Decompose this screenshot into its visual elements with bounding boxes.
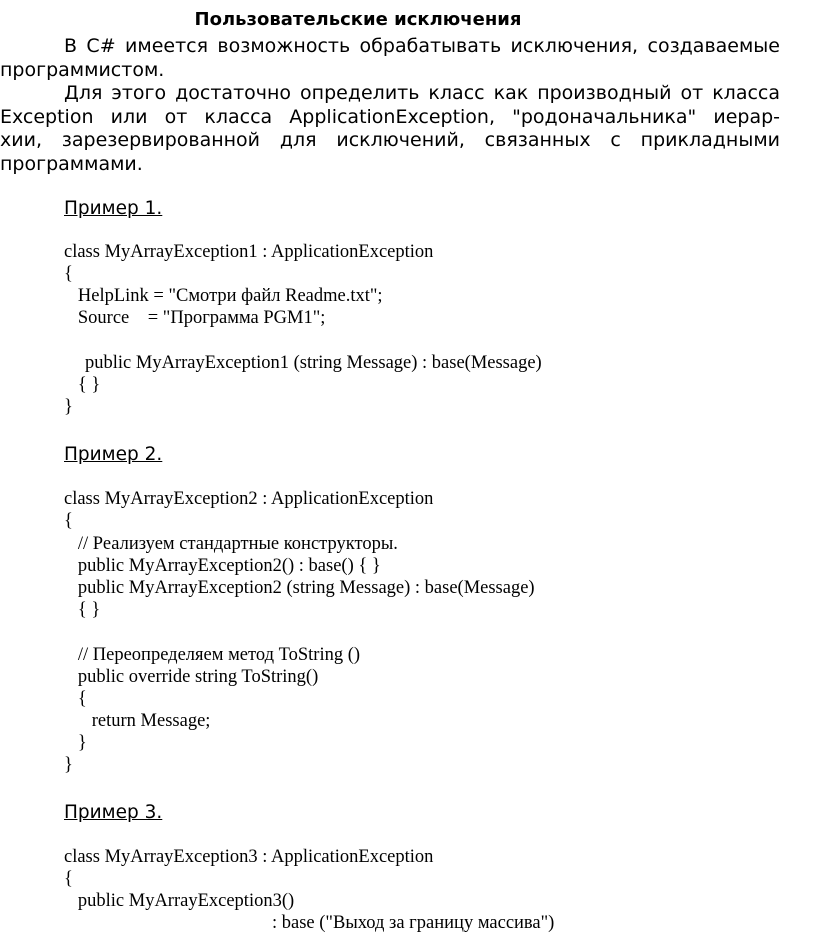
- example-1-code-line: HelpLink = "Смотри файл Readme.txt";: [64, 286, 383, 306]
- example-3-code-line: public MyArrayException3(): [64, 891, 295, 911]
- example-2-code-line: public MyArrayException2() : base() { }: [64, 556, 381, 576]
- description-line-4: программами.: [0, 152, 143, 175]
- example-1-code-line: }: [64, 397, 73, 417]
- intro-paragraph: [0, 35, 780, 82]
- example-2-code-line: public override string ToString(): [64, 667, 319, 687]
- example-3-code-line: {: [64, 869, 73, 889]
- example-2-code-line: public MyArrayException2 (string Message) : base(Message): [64, 578, 535, 598]
- example-2-code-line: {: [64, 511, 73, 531]
- intro-line-1: В C# имеется возможность обрабатывать исключения, создаваемые: [64, 35, 780, 57]
- example-1-code-line: { }: [64, 375, 101, 395]
- example-2-code-line: class MyArrayException2 : ApplicationException: [64, 489, 434, 509]
- example-1-code-line: public MyArrayException1 (string Message) : base(Message): [85, 353, 542, 373]
- description-line-1: Для этого достаточно определить класс как производный от класса: [64, 82, 780, 104]
- description-line-2: Exception или от класса ApplicationException, "родоначальника" иерар-: [0, 105, 780, 128]
- example-2-code-line: return Message;: [64, 711, 211, 731]
- example-2-code-line: // Переопределяем метод ToString (): [64, 645, 361, 665]
- example-2-code-line: // Реализуем стандартные конструкторы.: [64, 534, 398, 554]
- example-1-code-line: Source = "Программа PGM1";: [64, 308, 326, 328]
- example-2-code-line: {: [64, 689, 87, 709]
- intro-line-2: программистом.: [0, 58, 165, 81]
- description-line-3: хии, зарезервированной для исключений, связанных с прикладными: [0, 129, 780, 151]
- example-2-heading: Пример 2.: [64, 444, 163, 465]
- example-3-heading: Пример 3.: [64, 802, 163, 823]
- example-1-heading: Пример 1.: [64, 198, 163, 219]
- description-paragraph: [0, 82, 780, 176]
- example-2-code-line: { }: [64, 600, 101, 620]
- example-3-code-line: class MyArrayException3 : ApplicationException: [64, 847, 434, 867]
- example-1-code-line: {: [64, 264, 73, 284]
- example-3-code-line: : base ("Выход за границу массива"): [272, 913, 555, 933]
- example-2-code-line: }: [64, 733, 87, 753]
- page-title: Пользовательские исключения: [194, 9, 522, 30]
- example-1-code-line: class MyArrayException1 : ApplicationException: [64, 242, 434, 262]
- example-2-code-line: }: [64, 755, 73, 775]
